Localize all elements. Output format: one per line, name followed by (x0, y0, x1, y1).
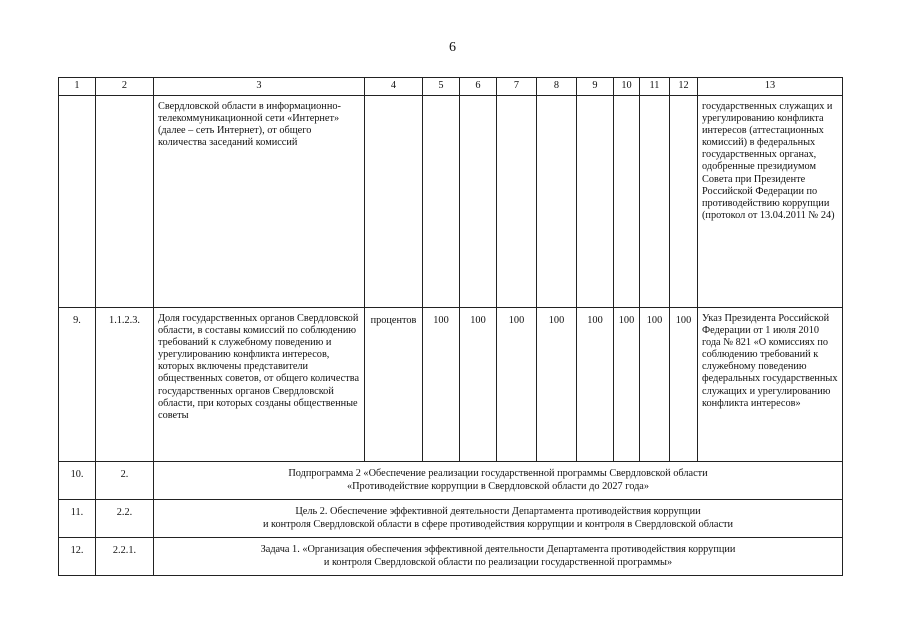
source-text: государственных служащих и урегулированию конфликта интересов (аттестационных комиссий) в федеральных государственных органах, одобренные президиумом Совета при Президенте Российской Федерации по противодействию коррупции (протокол от 13.04.2011 № 24) (698, 96, 843, 308)
row-code: 2. (96, 462, 154, 500)
header-cell: 5 (423, 78, 460, 96)
table-row (59, 308, 843, 462)
row-code: 2.2.1. (96, 538, 154, 576)
table-row (59, 462, 843, 500)
row-number: 10. (59, 462, 96, 500)
program-table (58, 77, 843, 576)
value-cell (670, 96, 698, 308)
value-cell (423, 96, 460, 308)
value-cell: 100 (577, 308, 614, 462)
row-number (59, 96, 96, 308)
goal-title (154, 500, 843, 538)
page-number: 6 (449, 40, 456, 55)
value-cell: 100 (640, 308, 670, 462)
value-cell: 100 (614, 308, 640, 462)
value-cell: 100 (423, 308, 460, 462)
value-cell: 100 (670, 308, 698, 462)
header-cell: 13 (698, 78, 843, 96)
header-cell: 9 (577, 78, 614, 96)
task-line: и контроля Свердловской области по реализации государственной программы» (323, 556, 673, 568)
table-row (59, 538, 843, 576)
value-cell (614, 96, 640, 308)
header-cell: 8 (537, 78, 577, 96)
table-row (59, 500, 843, 538)
header-cell: 4 (365, 78, 423, 96)
value-cell (460, 96, 497, 308)
task-line: Задача 1. «Организация обеспечения эффективной деятельности Департамента противодействия коррупции (260, 544, 736, 556)
value-cell (537, 96, 577, 308)
row-code (96, 96, 154, 308)
header-cell: 10 (614, 78, 640, 96)
subprogram-title (154, 462, 843, 500)
source-text: Указ Президента Российской Федерации от 1 июля 2010 года № 821 «О комиссиях по соблюдению требований к служебному поведению федеральных государственных служащих и урегулированию конфликта интересов» (698, 308, 843, 462)
value-cell: 100 (460, 308, 497, 462)
indicator-text: Доля государственных органов Свердловской области, в составы комиссий по соблюдению требований к служебному поведению и урегулированию конфликта интересов, которых включены представители общественных советов, от общего количества государственных органов Свердловской области, при которых созданы общественные советы (154, 308, 365, 462)
value-cell (577, 96, 614, 308)
row-code: 1.1.2.3. (96, 308, 154, 462)
header-cell: 11 (640, 78, 670, 96)
goal-line: и контроля Свердловской области в сфере противодействия коррупции и контроля в Свердловской области (262, 518, 734, 530)
task-title (154, 538, 843, 576)
subprogram-line: Подпрограмма 2 «Обеспечение реализации государственной программы Свердловской области (288, 468, 708, 480)
header-cell: 3 (154, 78, 365, 96)
row-code: 2.2. (96, 500, 154, 538)
subprogram-line: «Противодействие коррупции в Свердловской области до 2027 года» (346, 480, 650, 492)
value-cell (640, 96, 670, 308)
value-cell: 100 (537, 308, 577, 462)
unit-cell (365, 96, 423, 308)
table-row (59, 96, 843, 308)
row-number: 12. (59, 538, 96, 576)
header-cell: 7 (497, 78, 537, 96)
header-cell: 2 (96, 78, 154, 96)
value-cell: 100 (497, 308, 537, 462)
value-cell (497, 96, 537, 308)
row-number: 9. (59, 308, 96, 462)
indicator-text: Свердловской области в информационно-телекоммуникационной сети «Интернет» (далее – сеть Интернет), от общего количества заседаний комиссий (154, 96, 365, 308)
row-number: 11. (59, 500, 96, 538)
header-cell: 12 (670, 78, 698, 96)
header-cell: 1 (59, 78, 96, 96)
unit-cell: процентов (365, 308, 423, 462)
goal-line: Цель 2. Обеспечение эффективной деятельности Департамента противодействия коррупции (295, 506, 701, 518)
header-cell: 6 (460, 78, 497, 96)
header-row (59, 78, 843, 96)
